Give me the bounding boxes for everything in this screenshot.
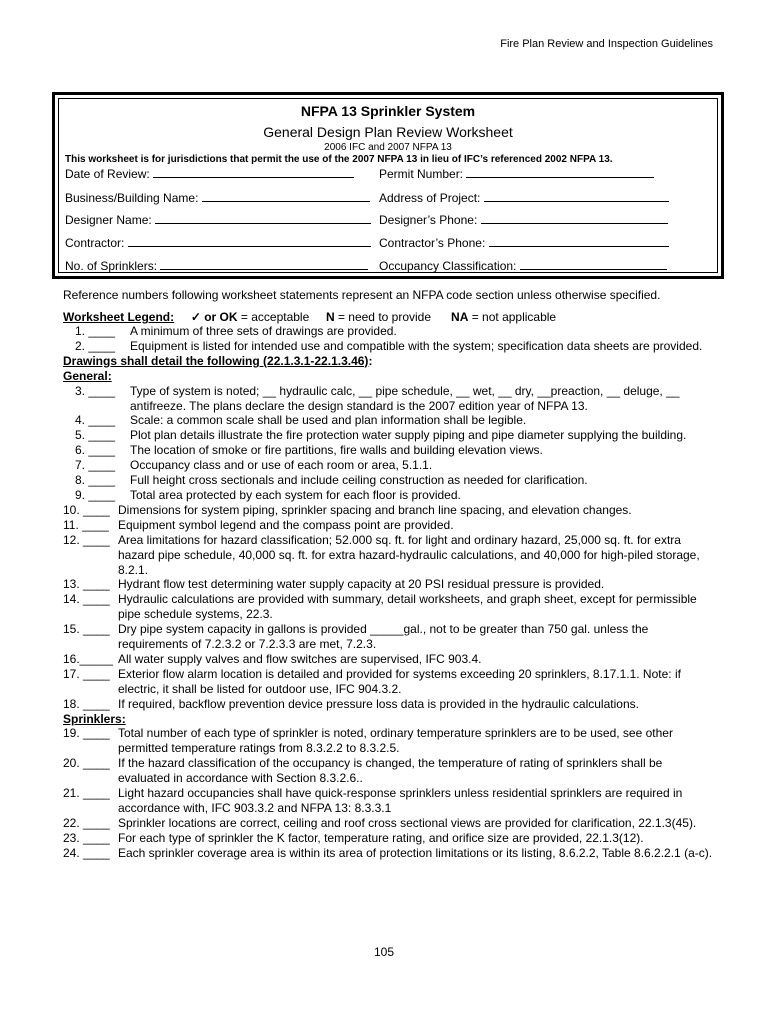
- item-text: Full height cross sectionals and include ceiling construction as needed for clarification.: [130, 473, 588, 488]
- checklist-item: [63, 339, 713, 354]
- occupancy-classification-line[interactable]: [520, 259, 667, 270]
- item-text: For each type of sprinkler the K factor, temperature rating, and orifice size are provided, 22.1.3(12).: [118, 830, 644, 845]
- legend-title: Worksheet Legend:: [63, 310, 175, 324]
- worksheet-header-box: [52, 92, 724, 279]
- checklist-item: [63, 592, 713, 622]
- checklist-items: [63, 324, 713, 861]
- item-text: Plot plan details illustrate the fire protection water supply piping and pipe diameter supplying the building.: [130, 428, 687, 443]
- item-number-blank[interactable]: 8. ____: [75, 473, 116, 488]
- item-number-blank[interactable]: 9. ____: [75, 487, 116, 502]
- drawings-heading-label: Drawings shall detail the following (22.1.3.1-22.1.3.46): [63, 353, 369, 368]
- contractor-label: Contractor:: [65, 236, 125, 250]
- business-name-field[interactable]: [65, 191, 370, 205]
- designer-name-field[interactable]: [65, 213, 371, 227]
- item-text: Light hazard occupancies shall have quick-response sprinklers unless residential sprinklers are required in accordance with, IFC 903.3.2 and NFPA 13: 8.3.3.1: [118, 786, 683, 815]
- checklist-item: [63, 622, 713, 652]
- checklist-item: [63, 831, 713, 846]
- project-address-line[interactable]: [484, 191, 669, 202]
- item-text: Each sprinkler coverage area is within its area of protection limitations or its listing, 8.6.2.2, Table 8.6.2.2.1 (a-c).: [118, 845, 713, 860]
- item-number-blank[interactable]: 6. ____: [75, 443, 116, 458]
- item-text: Dimensions for system piping, sprinkler spacing and branch line spacing, and elevation changes.: [118, 502, 632, 517]
- item-text: A minimum of three sets of drawings are provided.: [130, 324, 397, 338]
- item-number-blank[interactable]: 2. ____: [75, 338, 116, 353]
- item-number-blank[interactable]: 7. ____: [75, 458, 116, 473]
- item-number-blank[interactable]: 18. ____: [63, 696, 110, 711]
- checklist-item: [63, 428, 713, 443]
- contractor-line[interactable]: [128, 236, 371, 247]
- sprinkler-count-label: No. of Sprinklers:: [65, 259, 158, 273]
- designer-name-label: Designer Name:: [65, 213, 152, 227]
- drawings-heading: [63, 354, 713, 369]
- item-number-blank[interactable]: 23. ____: [63, 830, 110, 845]
- date-of-review-label: Date of Review:: [65, 167, 150, 181]
- jurisdiction-notice: This worksheet is for jurisdictions that permit the use of the 2007 NFPA 13 in lieu of IFC’s referenced 2002 NFPA 13.: [65, 154, 613, 165]
- item-number-blank[interactable]: 16._____: [63, 651, 114, 666]
- business-name-label: Business/Building Name:: [65, 191, 199, 205]
- legend-n-value: = need to provide: [334, 310, 432, 324]
- item-text: Type of system is noted; __ hydraulic calc, __ pipe schedule, __ wet, __ dry, __preaction, __ deluge, __ antifreeze. The plans declare the design standard is the 2007 edition year of NFPA 13.: [130, 383, 680, 413]
- running-header: Fire Plan Review and Inspection Guidelines: [500, 38, 713, 50]
- worksheet-edition: 2006 IFC and 2007 NFPA 13: [324, 142, 452, 153]
- checklist-item: [63, 846, 713, 861]
- checklist-item: [63, 458, 713, 473]
- checklist-item: [63, 786, 713, 816]
- item-number-blank[interactable]: 17. ____: [63, 666, 110, 681]
- worksheet-subtitle: General Design Plan Review Worksheet: [263, 124, 513, 140]
- section-heading: General:: [63, 368, 112, 383]
- worksheet-legend: [63, 310, 556, 324]
- legend-ok-key: ✓ or OK: [190, 310, 238, 324]
- checklist-item: [63, 384, 713, 414]
- item-text: If the hazard classification of the occupancy is changed, the temperature of rating of sprinklers shall be evaluated in accordance with Section 8.3.2.6..: [118, 756, 663, 786]
- item-text: Area limitations for hazard classification; 52.000 sq. ft. for light and ordinary hazard, 25,000 sq. ft. for extra hazard pipe schedule, 40,000 sq. ft. for extra hazard-hydraulic calculations, and 40,000 for high-piled storage, 8.2.1.: [118, 532, 700, 577]
- item-text: Total area protected by each system for each floor is provided.: [130, 487, 461, 502]
- drawings-heading-colon: :: [368, 353, 373, 368]
- item-text: Equipment symbol legend and the compass point are provided.: [118, 517, 454, 532]
- business-name-line[interactable]: [202, 191, 370, 202]
- legend-ok-value: = acceptable: [237, 310, 310, 324]
- legend-na-key: NA: [451, 310, 469, 324]
- item-text: Equipment is listed for intended use and compatible with the system; specification data sheets are provided.: [130, 338, 703, 353]
- checklist-item: [63, 577, 713, 592]
- item-number-blank[interactable]: 3. ____: [75, 383, 116, 398]
- item-number-blank[interactable]: 13. ____: [63, 577, 110, 592]
- sprinkler-count-line[interactable]: [160, 259, 368, 270]
- date-of-review-field[interactable]: [65, 167, 354, 181]
- item-text: The location of smoke or fire partitions, fire walls and building elevation views.: [130, 443, 543, 458]
- item-number-blank[interactable]: 11. ____: [63, 517, 109, 532]
- designer-phone-field[interactable]: [379, 213, 668, 227]
- permit-number-line[interactable]: [466, 167, 654, 178]
- project-address-label: Address of Project:: [379, 191, 481, 205]
- contractor-phone-line[interactable]: [489, 236, 669, 247]
- checklist-item: [63, 324, 713, 339]
- item-text: Sprinkler locations are correct, ceiling and roof cross sectional views are provided for clarification, 22.1.3(45).: [118, 815, 697, 830]
- occupancy-classification-field[interactable]: [379, 259, 667, 273]
- item-text: All water supply valves and flow switches are supervised, IFC 903.4.: [118, 651, 482, 666]
- permit-number-label: Permit Number:: [379, 167, 464, 181]
- item-text: Hydraulic calculations are provided with summary, detail worksheets, and graph sheet, except for permissible pipe schedule systems, 22.3.: [118, 592, 697, 622]
- designer-name-line[interactable]: [155, 213, 371, 224]
- checklist-item: [63, 473, 713, 488]
- checklist-item: [63, 697, 713, 712]
- page-number: 105: [373, 945, 395, 959]
- item-number-blank[interactable]: 14. ____: [63, 592, 110, 607]
- item-text: Occupancy class and or use of each room or area, 5.1.1.: [130, 458, 433, 473]
- contractor-phone-field[interactable]: [379, 236, 669, 250]
- checklist-item: [63, 488, 713, 503]
- checklist-item: [63, 667, 713, 697]
- project-address-field[interactable]: [379, 191, 669, 205]
- item-number-blank[interactable]: 15. ____: [63, 622, 110, 637]
- checklist-item: [63, 652, 713, 667]
- checklist-item: [63, 503, 713, 518]
- item-number-blank[interactable]: 22. ____: [63, 815, 110, 830]
- item-text: Hydrant flow test determining water supply capacity at 20 PSI residual pressure is provided.: [118, 577, 605, 592]
- date-of-review-line[interactable]: [153, 167, 354, 178]
- checklist-item: [63, 533, 713, 578]
- item-text: Dry pipe system capacity in gallons is provided _____gal., not to be greater than 750 gal. unless the requirements of 7.2.3.2 or 7.2.3.3 are met, 7.2.3.: [118, 622, 649, 652]
- checklist-item: [63, 756, 713, 786]
- checklist-item: [63, 443, 713, 458]
- box-inner-border: [58, 98, 718, 273]
- designer-phone-line[interactable]: [481, 213, 668, 224]
- item-text: Scale: a common scale shall be used and plan information shall be legible.: [130, 413, 527, 428]
- contractor-field[interactable]: [65, 236, 371, 250]
- legend-n-key: N: [325, 310, 335, 324]
- designer-phone-label: Designer’s Phone:: [379, 213, 478, 227]
- checklist-item: [63, 518, 713, 533]
- section-heading: Sprinklers:: [63, 711, 126, 726]
- item-number-blank[interactable]: 19. ____: [63, 726, 110, 741]
- occupancy-classification-label: Occupancy Classification:: [379, 259, 517, 273]
- checklist-item: [63, 816, 713, 831]
- item-number-blank[interactable]: 24. ____: [63, 845, 110, 860]
- legend-na-value: = not applicable: [468, 310, 557, 324]
- permit-number-field[interactable]: [379, 167, 654, 181]
- item-text: If required, backflow prevention device pressure loss data is provided in the hydraulic calculations.: [118, 696, 639, 711]
- item-number-blank[interactable]: 21. ____: [63, 786, 110, 801]
- item-number-blank[interactable]: 20. ____: [63, 756, 110, 771]
- item-number-blank[interactable]: 4. ____: [75, 413, 116, 428]
- item-number-blank[interactable]: 5. ____: [75, 428, 116, 443]
- contractor-phone-label: Contractor’s Phone:: [379, 236, 486, 250]
- checklist-item: [63, 726, 713, 756]
- worksheet-title: NFPA 13 Sprinkler System: [300, 103, 476, 119]
- sprinkler-count-field[interactable]: [65, 259, 368, 273]
- item-number-blank[interactable]: 1. ____: [75, 324, 116, 338]
- item-number-blank[interactable]: 10. ____: [63, 502, 110, 517]
- item-text: Exterior flow alarm location is detailed and provided for systems exceeding 20 sprinklers, 8.17.1.1. Note: if electric, it shall be listed for outdoor use, IFC 904.3.2.: [118, 666, 681, 696]
- item-text: Total number of each type of sprinkler is noted, ordinary temperature sprinklers are to be used, see other permitted temperature ratings from 8.3.2.2 to 8.3.2.5.: [118, 726, 673, 756]
- checklist-item: [63, 413, 713, 428]
- reference-note: Reference numbers following worksheet statements represent an NFPA code section unless otherwise specified.: [63, 288, 661, 302]
- item-number-blank[interactable]: 12. ____: [63, 532, 110, 547]
